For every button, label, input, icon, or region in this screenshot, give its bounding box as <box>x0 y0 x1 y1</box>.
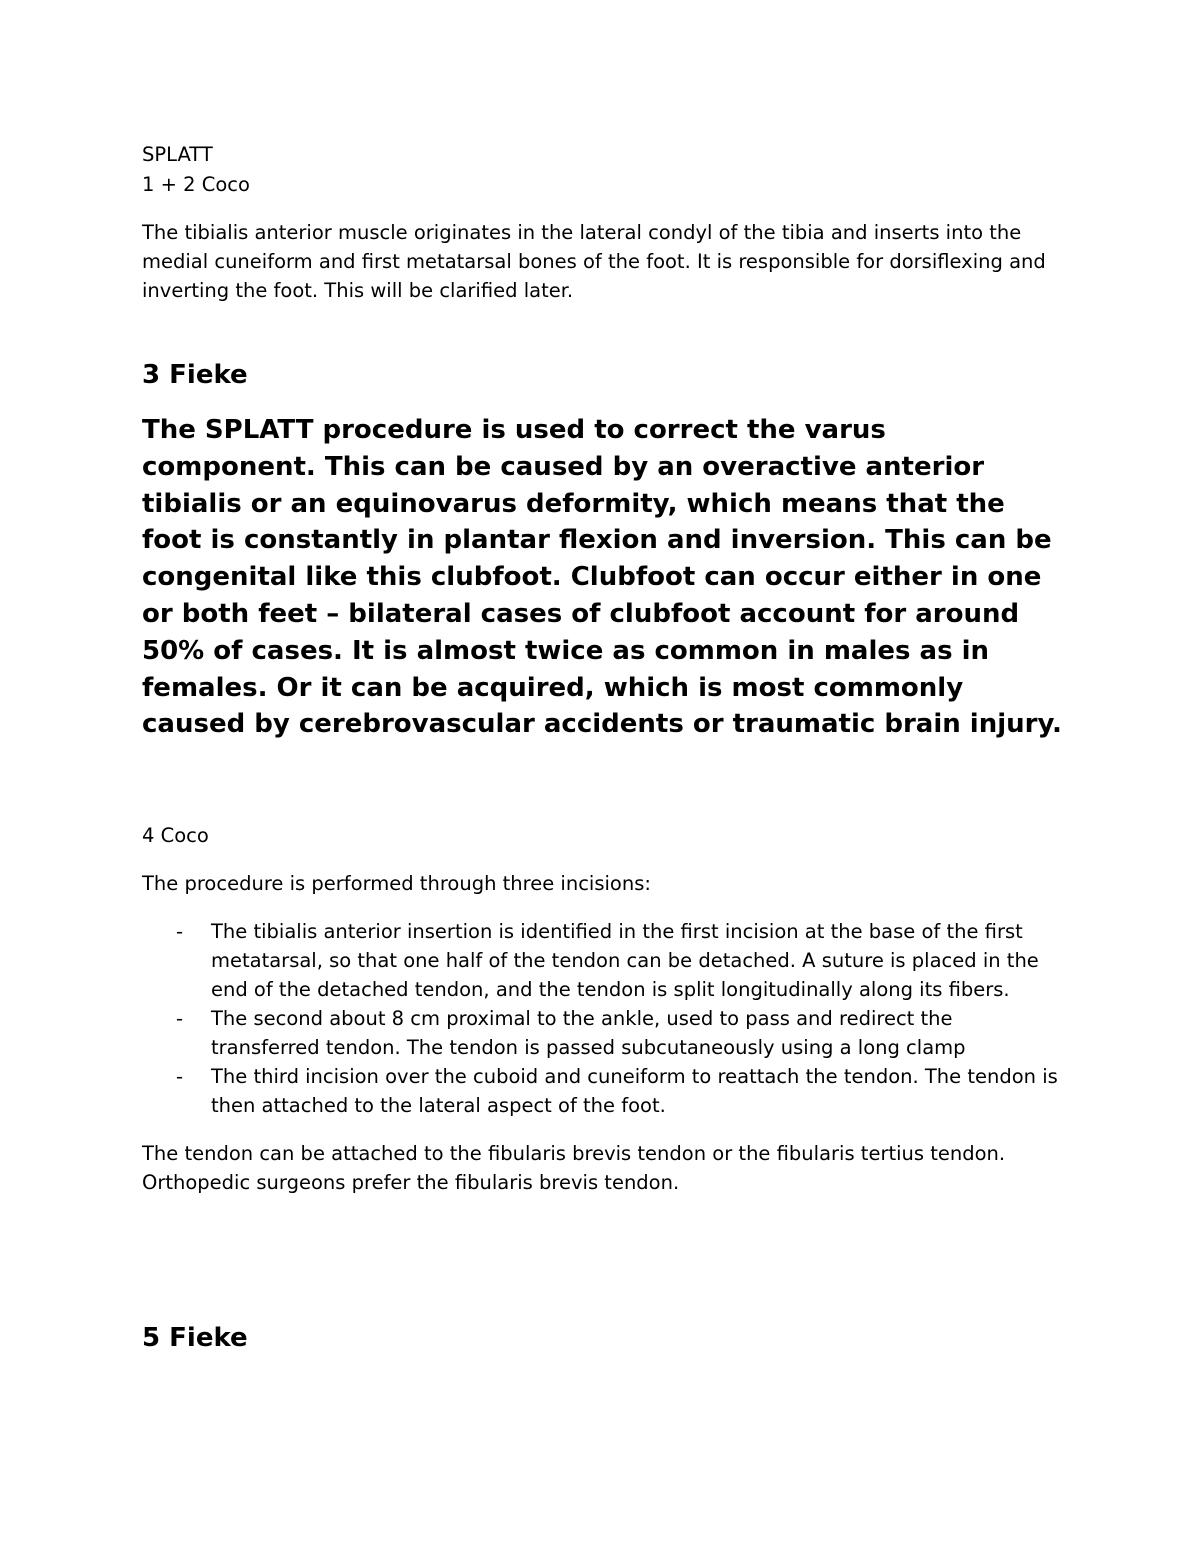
section-heading-1-2-coco: 1 + 2 Coco <box>142 173 250 196</box>
list-item <box>142 1062 1062 1120</box>
dash-bullet: - <box>176 920 184 944</box>
list-item-text: The second about 8 cm proximal to the ankle, used to pass and redirect the transferred tendon. The tendon is passed subcutaneously using a long clamp <box>211 1007 966 1060</box>
list-item-text: The tibialis anterior insertion is identified in the first incision at the base of the first metatarsal, so that one half of the tendon can be detached. A suture is placed in the end of the detached tendon, and the tendon is split longitudinally along its fibers. <box>211 920 1039 1002</box>
dash-bullet: - <box>176 1007 184 1031</box>
list-item <box>142 1004 1062 1062</box>
section-heading-3-fieke: 3 Fieke <box>142 360 248 390</box>
dash-bullet: - <box>176 1065 184 1089</box>
section-3-closing: The tendon can be attached to the fibularis brevis tendon or the fibularis tertius tendon. Orthopedic surgeons prefer the fibularis brevis tendon. <box>142 1142 1006 1195</box>
section-heading-5-fieke: 5 Fieke <box>142 1323 248 1354</box>
list-item <box>142 917 1062 1004</box>
document-body <box>142 140 1062 1356</box>
section-heading-4-coco: 4 Coco <box>142 824 209 848</box>
section-3-intro: The procedure is performed through three incisions: <box>142 872 651 896</box>
document-title: SPLATT <box>142 143 213 166</box>
section-2-paragraph: The SPLATT procedure is used to correct the varus component. This can be caused by an overactive anterior tibialis or an equinovarus deformity, which means that the foot is constantly in plantar flexion and inversion. This can be congenital like this clubfoot. Clubfoot can occur either in one or both feet – bilateral cases of clubfoot account for around 50% of cases. It is almost twice as common in males as in females. Or it can be acquired, which is most commonly caused by cerebrovascular accidents or traumatic brain injury. <box>142 415 1062 740</box>
list-item-text: The third incision over the cuboid and cuneiform to reattach the tendon. The tendon is then attached to the lateral aspect of the foot. <box>211 1065 1058 1118</box>
incision-list <box>142 917 1062 1120</box>
section-1-paragraph: The tibialis anterior muscle originates in the lateral condyl of the tibia and inserts into the medial cuneiform and first metatarsal bones of the foot. It is responsible for dorsiflexing and inverting the foot. This will be clarified later. <box>142 221 1046 302</box>
